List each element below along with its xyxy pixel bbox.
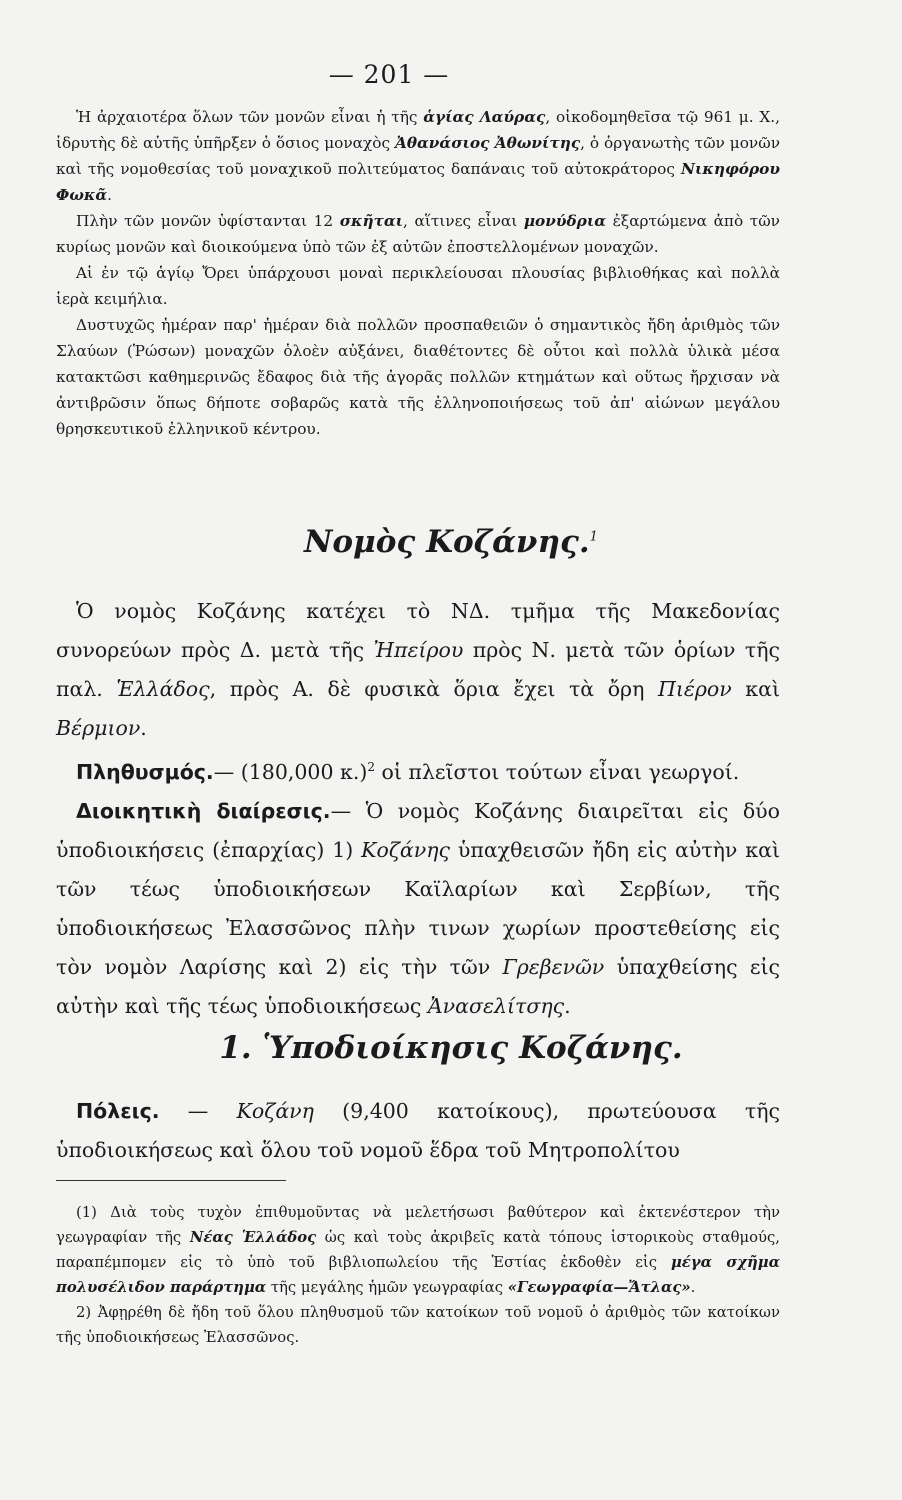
label-administration: Διοικητικὴ διαίρεσις.: [76, 798, 331, 823]
text-run: οἱ πλεῖστοι τούτων εἶναι γεωργοί.: [375, 759, 740, 784]
text-run: .: [140, 716, 147, 740]
text-run: .: [564, 993, 571, 1018]
emphasis-parartima: μέγα σχῆμα πολυσέλιδον παράρτημα: [56, 1254, 780, 1296]
emphasis-nea-ellada: Νέας Ἑλλάδος: [189, 1229, 317, 1246]
paragraph-slavs: Δυστυχῶς ἡμέραν παρ' ἡμέραν διὰ πολλῶν προσπαθειῶν ὁ σημαντικὸς ἤδη ἀριθμὸς τῶν Σλαύων (Ῥώσων) μοναχῶν ὁλοὲν αὐξάνει, διαθέτοντες δὲ οὗτοι καὶ πολλὰ ὑλικὰ μέσα κατακτῶσι καθημερινῶς ἔδαφος διὰ τῆς ἀγορᾶς πολλῶν κτημάτων καὶ οὕτως ἤρχισαν νὰ ἀντιβρῶσιν ὅπως δήποτε σοβαρῶς κατὰ τῆς ἐλληνοποιήσεως τοῦ ἀπ' αἰώνων μεγάλου θρησκευτικοῦ ἑλληνικοῦ κέντρου.: [56, 316, 780, 438]
text-run: ὑπαχθείσης εἰς αὐτὴν καὶ τῆς τέως ὑποδιοικήσεως: [56, 954, 780, 1018]
emphasis-vermion: Βέρμιον: [56, 716, 141, 740]
text-run: Ὁ νομὸς Κοζάνης κατέχει τὸ ΝΔ. τμῆμα τῆς Μακεδονίας συνορεύων πρὸς Δ. μετὰ τῆς: [56, 599, 780, 662]
text-run: ὑπαχθεισῶν ἤδη εἰς αὐτὴν καὶ τῶν τέως ὑποδιοικήσεων Καϊλαρίων καὶ Σερβίων, τῆς ὑποδιοικήσεως Ἐλασσῶνος πλὴν τινων χωρίων προστεθείσης εἰς τὸν νομὸν Λαρίσης καὶ 2) εἰς τὴν τῶν: [56, 837, 780, 979]
text-run: καὶ: [731, 677, 780, 701]
emphasis-lavra: ἁγίας Λαύρας: [423, 108, 546, 126]
text-run: (1) Διὰ τοὺς τυχὸν ἐπιθυμοῦντας νὰ μελετήσωσι βαθύτερον καὶ ἐκτενέστερον τὴν γεωγραφίαν τῆς: [56, 1204, 780, 1246]
text-run: ἐξαρτώμενα ἀπὸ τῶν κυρίως μονῶν καὶ διοικούμενα ὑπὸ τῶν ἐξ αὐτῶν ἐποστελλομένων μοναχῶν.: [56, 212, 780, 256]
text-run: —: [159, 1099, 237, 1123]
main-text-block: [56, 592, 780, 1026]
text-run: Πλὴν τῶν μονῶν ὑφίστανται 12: [76, 212, 340, 230]
top-text-block: [56, 104, 780, 442]
text-run: , πρὸς Α. δὲ φυσικὰ ὅρια ἔχει τὰ ὄρη: [209, 677, 658, 701]
text-run: πρὸς Ν. μετὰ τῶν ὁρίων τῆς παλ.: [56, 638, 780, 701]
heading-nomos-kozanis: [0, 524, 902, 560]
emphasis-geografia-atlas: «Γεωγραφία—Ἄτλας»: [507, 1279, 691, 1296]
paragraph-sketes: [56, 208, 780, 260]
emphasis-grevenon: Γρεβενῶν: [502, 954, 605, 979]
text-run: ), πρωτεύουσα τῆς ὑποδιοικήσεως καὶ ὅλου τοῦ νομοῦ ἕδρα τοῦ Μητροπολίτου: [56, 1099, 780, 1162]
footnote-separator: [56, 1180, 286, 1181]
text-run: — Ὁ νομὸς Κοζάνης διαιρεῖται εἰς δύο ὑποδιοικήσεις (ἐπαρχίας) 1): [56, 798, 780, 862]
emphasis-kozanis: Κοζάνης: [361, 837, 450, 862]
footnotes-block: [56, 1200, 780, 1350]
text-run: , οἰκοδομηθεῖσα τῷ 961 μ. Χ., ἱδρυτὴς δὲ αὐτῆς ὑπῆρξεν ὁ ὅσιος μοναχὸς: [56, 108, 780, 152]
cities-text-block: [56, 1092, 780, 1170]
text-run: — (180,000 κ.): [213, 759, 368, 784]
paragraph-libraries: Αἱ ἐν τῷ ἁγίῳ Ὄρει ὑπάρχουσι μοναὶ περικλείουσαι πλουσίας βιβλιοθήκας καὶ πολλὰ ἱερὰ κειμήλια.: [56, 264, 780, 308]
emphasis-nikephoros: Νικηφόρου Φωκᾶ: [56, 160, 780, 204]
emphasis-kozani: Κοζάνη: [236, 1099, 314, 1123]
paragraph-cities: [56, 1092, 780, 1170]
text-run: ὡς καὶ τοὺς ἀκριβεῖς κατὰ τόπους ἱστορικοὺς σταθμούς, παραπέμπομεν εἰς τὸ ὑπὸ τοῦ βιβλιοπωλείου τῆς Ἑστίας ἐκδοθὲν εἰς: [56, 1229, 781, 1271]
text-run: , αἵτινες εἶναι: [403, 212, 524, 230]
page-number: — 201 —: [328, 60, 450, 89]
footnote-2: 2) Ἀφῃρέθη δὲ ἤδη τοῦ ὅλου πληθυσμοῦ τῶν κατοίκων τοῦ νομοῦ ὁ ἀριθμὸς τῶν κατοίκων τῆς ὑποδιοικήσεως Ἐλασσῶνος.: [56, 1304, 780, 1346]
emphasis-sketes: σκῆται: [339, 212, 404, 230]
emphasis-athanasios: Ἀθανάσιος Ἀθωνίτης: [394, 134, 581, 152]
text-run: .: [690, 1279, 696, 1296]
text-run: τῆς μεγάλης ἡμῶν γεωγραφίας: [266, 1279, 508, 1296]
label-cities: Πόλεις.: [76, 1099, 160, 1123]
emphasis-pieron: Πιέρον: [657, 677, 732, 701]
text-run: , ὁ ὀργανωτὴς τῶν μονῶν καὶ τῆς νομοθεσίας τοῦ μοναχικοῦ πολιτεύματος δαπάναις τοῦ αὐτοκράτορος: [56, 134, 780, 178]
paragraph-lavra: [56, 104, 780, 208]
paragraph-population: [56, 748, 780, 792]
emphasis-hellas: Ἑλλάδος: [116, 677, 210, 701]
emphasis-anaselitsis: Ἀνασελίτσης: [427, 993, 565, 1018]
paragraph-administration: [56, 792, 780, 1026]
footnote-marker: 2: [367, 760, 376, 774]
footnote-marker: 1: [589, 529, 598, 545]
text-run: (9,400 κατοίκους: [313, 1099, 545, 1123]
paragraph-borders: [56, 592, 780, 748]
footnote-1: [56, 1200, 780, 1300]
heading-subdivision: 1. Ὑποδιοίκησις Κοζάνης.: [219, 1030, 683, 1066]
heading-text: Νομὸς Κοζάνης.: [304, 524, 590, 560]
emphasis-epirus: Ἠπείρου: [373, 638, 464, 662]
text-run: Ἡ ἀρχαιοτέρα ὅλων τῶν μονῶν εἶναι ἡ τῆς: [76, 108, 424, 126]
text-run: .: [107, 186, 113, 204]
label-population: Πληθυσμός.: [76, 759, 214, 784]
emphasis-monydria: μονύδρια: [523, 212, 606, 230]
